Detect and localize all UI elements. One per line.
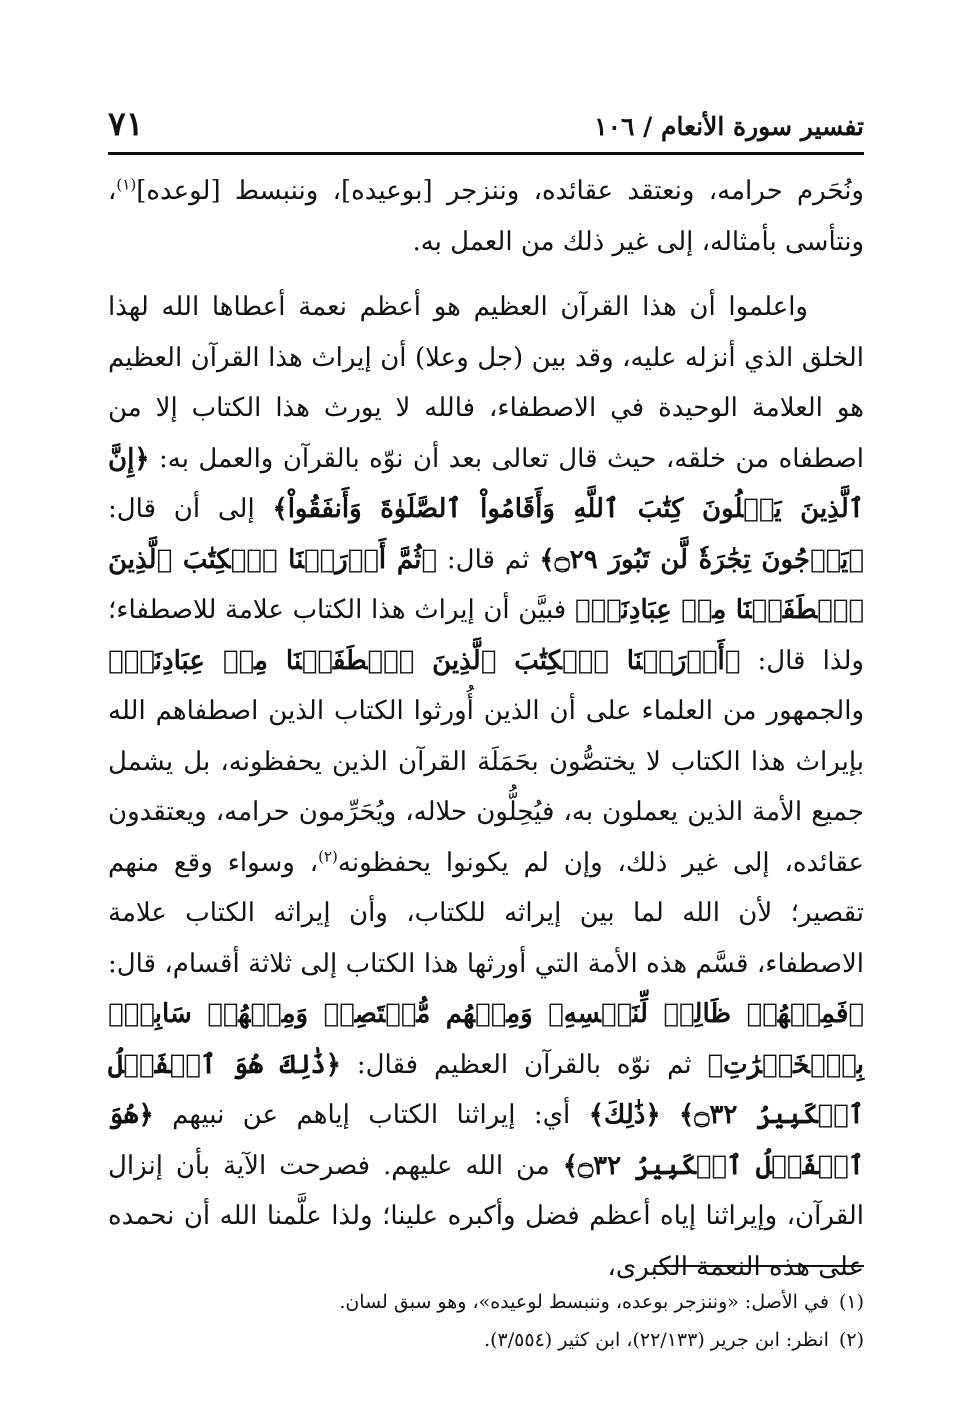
paragraph-text: ثم قال: <box>437 544 540 575</box>
paragraph-text: والجمهور من العلماء على أن الذين أُورثوا الكتاب الذين اصطفاهم الله بإيراث هذا الكتاب لا يختصُّون بحَمَلَة القرآن الذين يحفظونه، بل يشمل جميع الأمة الذين يعملون به، فيُحِلُّون حلاله، ويُحَرِّمون حرامه، ويعتقدون عقائده، إلى غير ذلك، وإن لم يكونوا يحفظونه <box>108 696 864 878</box>
paragraph-text: واعلموا أن هذا القرآن العظيم هو أعظم نعمة أعطاها الله لهذا الخلق الذي أنزله عليه، وقد بين (جل وعلا) أن إيراث هذا القرآن العظيم هو العلامة الوحيدة في الاصطفاء، فالله لا يورث هذا الكتاب إلا من اصطفاه من خلقه، حيث قال تعالى بعد أن نوّه بالقرآن والعمل به: <box>108 292 864 474</box>
quran-verse: ﴿هُوَ ٱلۡفَضۡلُ ٱلۡكَبِيرُ ۝٣٢﴾ <box>108 1100 865 1181</box>
running-title: تفسير سورة الأنعام / ١٠٦ <box>594 112 864 141</box>
quran-verse: ﴿ذَٰلِكَ هُوَ ٱلۡفَضۡلُ ٱلۡكَبِيرُ ۝٣٢﴾ <box>108 1049 864 1130</box>
paragraph-text: فبيَّن أن إيراث هذا الكتاب علامة للاصطفاء؛ ولذا قال: <box>108 595 864 676</box>
footnote-rule <box>654 1265 864 1267</box>
footnote-ref-1: (١) <box>116 175 137 194</box>
paragraph-text: إلى أن قال: <box>108 494 273 524</box>
footnote-ref-2: (٢) <box>318 846 338 865</box>
paragraph-text: ، وسواء وقع منهم تقصير؛ لأن الله لما بين إيراثه للكتاب، وأن إيراثه الكتاب علامة الاصطفاء، قسَّم هذه الأمة التي أورثها هذا الكتاب إلى ثلاثة أقسام، قال: <box>108 847 864 979</box>
paragraph-text: ثم نوّه بالقرآن العظيم فقال: <box>340 1049 708 1080</box>
quran-verse: ﴿ذَٰلِكَ﴾ <box>588 1100 661 1130</box>
header-rule <box>108 152 864 155</box>
footnotes <box>108 1283 864 1359</box>
paragraph-text: من الله عليهم. فصرحت الآية بأن إنزال القرآن، وإيراثنا إياه أعظم فضل وأكبره علينا؛ ولذا علَّمنا الله أن نحمده على هذه النعمة الكبرى، <box>108 1150 864 1282</box>
quran-verse: ﴿فَمِنۡهُمۡ ظَالِمٞ لِّنَفۡسِهِۦ وَمِنۡهُم مُّقۡتَصِدٞ وَمِنۡهُمۡ سَابِقُۢ بِٱلۡخَيۡرَٰتِ﴾ <box>108 999 865 1080</box>
main-text <box>108 166 864 1292</box>
paragraph-text: أي: إيراثنا الكتاب إياهم عن نبيهم <box>153 1100 589 1130</box>
quran-verse: ﴿ثُمَّ أَوۡرَثۡنَا ٱلۡكِتَٰبَ ٱلَّذِينَ ٱصۡطَفَيۡنَا مِنۡ عِبَادِنَاۖ﴾ <box>108 544 864 625</box>
footnote-1 <box>108 1283 864 1321</box>
footnote-number: (١) <box>838 1291 864 1313</box>
footnote-text: انظر: ابن جرير (٢٢/١٣٣)، ابن كثير (٣/٥٥٤). <box>484 1329 829 1351</box>
paragraph-text <box>661 1100 679 1130</box>
footnote-2 <box>108 1321 864 1359</box>
footnote-number: (٢) <box>838 1329 864 1351</box>
paragraph-2 <box>108 282 864 1292</box>
footnote-text: في الأصل: «وننزجر بوعده، وننبسط لوعيده»، وهو سبق لسان. <box>339 1291 829 1313</box>
quran-verse: ﴿أَوۡرَثۡنَا ٱلۡكِتَٰبَ ٱلَّذِينَ ٱصۡطَفَيۡنَا مِنۡ عِبَادِنَاۖ﴾ <box>108 645 741 676</box>
page-number: ٧١ <box>108 104 144 143</box>
paragraph-text: ونُحَرم حرامه، ونعتقد عقائده، وننزجر [بوعيده]، وننبسط [لوعده] <box>136 176 864 206</box>
quran-verse: ﴿إِنَّ ٱلَّذِينَ يَتۡلُونَ كِتَٰبَ ٱللَّهِ وَأَقَامُواْ ٱلصَّلَوٰةَ وَأَنفَقُواْ﴾ <box>108 443 864 524</box>
page-header <box>108 100 864 150</box>
quran-verse: ﴿يَرۡجُونَ تِجَٰرَةٗ لَّن تَبُورَ ۝٢٩﴾ <box>539 544 865 575</box>
paragraph-1 <box>108 166 864 267</box>
paragraph-text: ، ونتأسى بأمثاله، إلى غير ذلك من العمل به. <box>108 176 864 257</box>
